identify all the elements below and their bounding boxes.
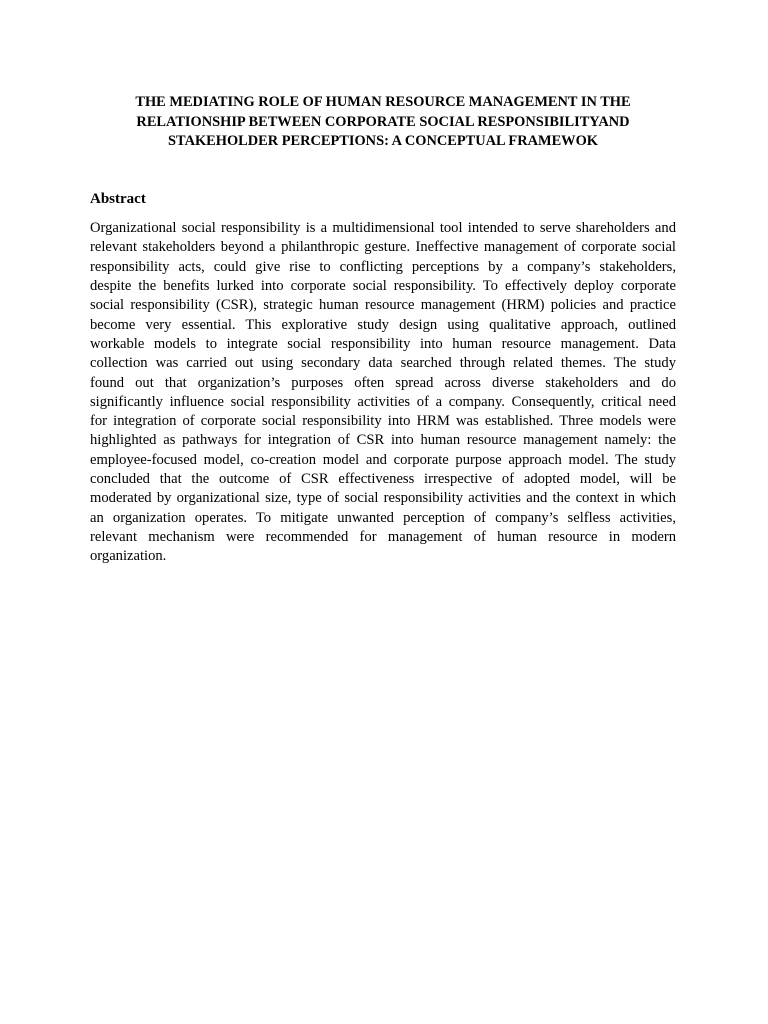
abstract-line: become very essential. This explorative study design using qualitative approach, outlined [90,316,676,333]
title-line: THE MEDIATING ROLE OF HUMAN RESOURCE MANAGEMENT IN THE [135,94,631,110]
abstract-line: Organizational social responsibility is a multidimensional tool intended to serve shareholders and [90,220,676,236]
abstract-line: responsibility acts, could give rise to conflicting perceptions by a company’s stakeholders, [90,258,676,275]
abstract-line: collection was carried out using secondary data searched through related themes. The study [90,355,676,372]
abstract-line: moderated by organizational size, type of social responsibility activities and the context in which [90,490,676,507]
abstract-line: found out that organization’s purposes often spread across diverse stakeholders and do [90,374,676,391]
title-line: RELATIONSHIP BETWEEN CORPORATE SOCIAL RESPONSIBILITYAND [136,113,630,130]
title-line: STAKEHOLDER PERCEPTIONS: A CONCEPTUAL FRAMEWOK [168,133,598,149]
abstract-body [90,219,676,567]
abstract-line: workable models to integrate social responsibility into human resource management. Data [90,335,676,352]
abstract-line: significantly influence social responsibility activities of a company. Consequently, critical need [90,393,676,410]
abstract-line: employee-focused model, co-creation model and corporate purpose approach model. The study [90,451,676,468]
abstract-heading: Abstract [90,191,146,207]
abstract-line: relevant stakeholders beyond a philanthropic gesture. Ineffective management of corporate social [90,239,676,256]
abstract-line: highlighted as pathways for integration of CSR into human resource management namely: the [90,432,676,449]
abstract-line: organization. [90,548,167,565]
abstract-line: for integration of corporate social responsibility into HRM was established. Three models were [90,413,676,430]
abstract-line: despite the benefits lurked into corporate social responsibility. To effectively deploy corporate [90,277,676,294]
abstract-line: relevant mechanism were recommended for management of human resource in modern [90,529,676,545]
abstract-line: an organization operates. To mitigate unwanted perception of company’s selfless activities, [90,509,676,526]
paper-title [90,93,676,152]
abstract-line: social responsibility (CSR), strategic human resource management (HRM) policies and practice [90,297,676,314]
abstract-line: concluded that the outcome of CSR effectiveness irrespective of adopted model, will be [90,471,676,488]
